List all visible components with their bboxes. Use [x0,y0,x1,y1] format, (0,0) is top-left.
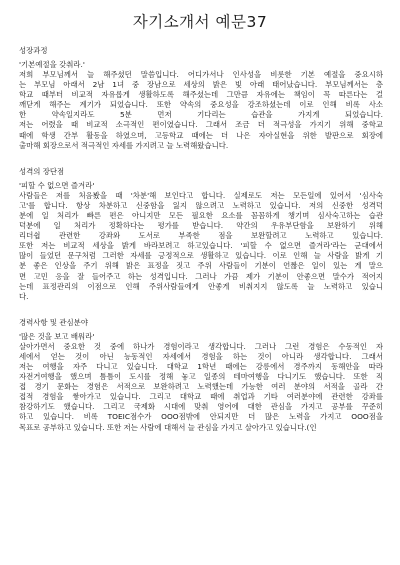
paragraph-line: 때에 학생 간부 활동을 하였으며, 고등학교 때에는 더 나은 자아실현을 위한 발판으로 회장에 [19,130,383,140]
section-quote: '기본예절을 갖춰라.' [19,60,85,69]
paragraph-line: 는데 표정관리의 이점으로 인해 주위사람들에게 안좋게 비춰지지 않도록 늘 노력하고 있습니 [19,281,383,291]
paragraph-line: 다. [19,291,29,301]
paragraph-line: 출마해 회장으로서 적극적인 자세를 가지려고 늘 노력해왔습니다. [19,140,229,150]
section-heading: 성장과정 [19,46,48,55]
section-quote: '피할 수 없으면 즐겨라' [19,180,95,190]
paragraph-line: 접 경기 문화는 경험은 서적으로 보완하려고 노력했는데 가능한 여러 분야의 서적을 골라 간 [19,382,383,392]
paragraph-line: 면 고민 응을 잘 들어주고 하는 성격입니다. 그러나 가끔 제가 기분이 안좋으면 말수가 적어지 [19,271,383,281]
paragraph-line: 저는 여행을 자주 다니고 있습니다. 대학교 1학년 때에는 강릉에서 경주까지 동해안을 따라 [19,361,383,371]
document-body [19,46,383,433]
paragraph-line: 세에서 얻는 것이 아닌 능동적인 자세에서 경험을 하는 것이 아니라 생각합니다. 그래서 [19,351,383,361]
section-heading: 성격의 장단점 [19,166,65,176]
paragraph-line: 고'를 합니다. 항상 차분하고 신중함을 잃지 않으려고 노력하고 있습니다. 저의 신중한 성격덕 [19,200,383,210]
paragraph-line: 깨닫게 해주는 계기가 되었습니다. 또한 약속의 중요성을 강조하셨는데 이로 인해 비록 사소 [19,100,383,110]
document-title: 자기소개서 예문37 [132,13,268,31]
paragraph-line: 참강하기도 했습니다. 그리고 국제화 시대에 맞춰 영어에 대한 관심을 가지고 공부를 꾸준히 [19,402,383,412]
paragraph-line: 살아가면서 중요한 것 중에 하나가 경험이라고 생각합니다. 그러나 그런 경험은 수동적인 자 [19,341,383,351]
section-quote: '많은 것을 보고 배워라' [19,331,95,341]
paragraph-line: 는 부모님 아래서 2남 1녀 중 장남으로 세상의 밝은 빛 아래 태어났습니다. 부모님께서는 층 [19,80,383,90]
section [19,46,383,151]
paragraph-line: 저희 부모님께서 늘 해주셨던 말씀입니다. 어디가서나 인사성을 비롯한 기본 예절을 중요시하 [19,70,383,79]
paragraph-line: 덕분에 일 처리가 정확하다는 평가를 받습니다. 약간의 우유부단함을 보완하기 위해 [19,221,383,231]
paragraph-line: 많이 들었던 문구처럼 그러한 자세를 긍정적으로 생활하고 있습니다. 이로 인해 늘 사람을 밝게 기 [19,251,383,261]
paragraph-line: 분에 일 처리가 빠른 편은 아니지만 모든 필요한 요소를 꼼꼼하게 챙기며 심사숙고하는 습관 [19,210,383,220]
section [19,167,383,302]
paragraph-line: 또한 저는 비교적 세상을 밝게 바라보려고 하고있습니다. '피할 수 없으면 즐겨라'라는 군대에서 [19,241,383,251]
paragraph-line: 사람들은 저를 처음봤을 때 '차분'해 보인다고 합니다. 실제로도 저는 모든일에 있어서 '심사숙 [19,190,383,200]
paragraph-line: 하고 있습니다. 비록 TOEIC점수가 OOO점밖에 안되지만 더 많은 노력을 가지고 OOO점을 [19,412,383,422]
paragraph-line: 학교 때부터 비교적 자유롭게 생활하도록 해주셨는데 그만큼 자유에는 책임이 꼭 따른다는 걸 [19,90,383,100]
section-heading: 경력사항 및 관심분야 [19,317,88,327]
paragraph-line: 리더쉽 관련한 강좌와 도서로 부족한 점을 보완할려고 노력하고 있습니다. [19,231,383,241]
paragraph-line: 한 약속일지라도 5분 먼저 기다리는 습관을 가지게 되었습니다. [19,110,383,120]
paragraph-line: 자전거여행을 했으며 틈틈이 도시를 정해 놓고 일종의 테마여행을 다니기도 했습니다. 또한 직 [19,372,383,382]
paragraph-line: 목표로 공부하고 있습니다. 또한 저는 사람에 대해서 늘 관심을 가지고 살아가고 있습니다.(인 [19,422,317,432]
paragraph-line: 접적 경험을 쌓아가고 있습니다. 그리고 대학교 때에 취업과 기타 여러분야에 관련한 강좌를 [19,392,383,402]
section [19,318,383,433]
paragraph-line: 저는 어렸을 때 비교적 소극적인 편이였습니다. 그래서 조금 더 적극성을 가지기 위해 중학교 [19,120,383,130]
paragraph-line: 분 좋은 인상을 주기 위해 밝은 표정을 짓고 주위 사람들이 기분이 언짢은 일이 있는 게 말으 [19,261,383,271]
